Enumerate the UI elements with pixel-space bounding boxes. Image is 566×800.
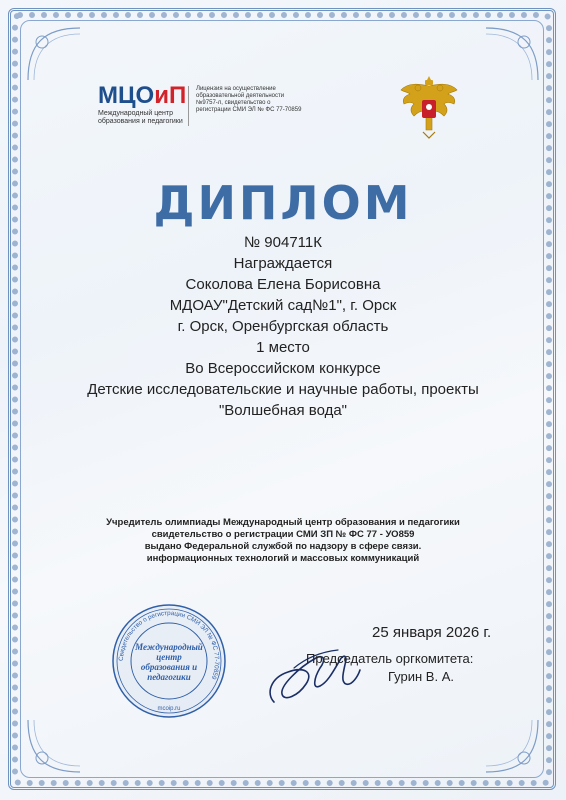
seal-center-line: Международный xyxy=(135,642,203,652)
diploma-title: ДИПЛОМ xyxy=(153,176,413,230)
contest-category: Детские исследовательские и научные работы, проекты xyxy=(87,381,479,398)
organization-seal xyxy=(110,602,228,720)
award-caption: Награждается xyxy=(233,255,333,272)
founder-note-line: выдано Федеральной службой по надзору в сфере связи. xyxy=(144,541,422,552)
recipient-name: Соколова Елена Борисовна xyxy=(185,276,381,293)
seal-ring-text: Свидетельство о регистрации СМИ ЭЛ № ФС 77-70859 xyxy=(117,609,221,681)
license-text: Лицензия на осуществление образовательной деятельности №9757-л, свидетельство о регистрации СМИ ЭЛ № ФС 77-70859 xyxy=(196,86,302,113)
logo-divider xyxy=(188,86,189,126)
logo-wordmark: МЦОиП xyxy=(98,82,187,109)
seal-center-line: педагогики xyxy=(147,672,191,682)
corner-ornament-icon xyxy=(24,716,84,776)
recipient-location: г. Орск, Оренбургская область xyxy=(177,318,389,335)
recipient-institution: МДОАУ"Детский сад№1", г. Орск xyxy=(169,297,397,314)
corner-ornament-icon xyxy=(482,716,542,776)
place-awarded: 1 место xyxy=(256,339,310,356)
founder-note-line: Учредитель олимпиады Международный центр образования и педагогики xyxy=(106,517,460,528)
work-title: "Волшебная вода" xyxy=(218,402,348,419)
founder-note-line: свидетельство о регистрации СМИ ЗП № ФС 77 - УО859 xyxy=(151,529,415,540)
issue-date: 25 января 2026 г. xyxy=(372,624,492,641)
seal-website: mcoip.ru xyxy=(157,706,181,712)
contest-name: Во Всероссийском конкурсе xyxy=(185,360,381,377)
founder-note xyxy=(60,517,506,565)
organization-logo xyxy=(98,84,198,126)
founder-note-line: информационных технологий и массовых коммуникаций xyxy=(146,553,420,564)
chair-label: Председатель оргкомитета: xyxy=(306,651,474,666)
coat-of-arms-icon xyxy=(398,74,460,140)
seal-center-line: образования и xyxy=(140,662,198,672)
chair-name: Гурин В. А. xyxy=(388,669,454,684)
award-details xyxy=(40,232,526,421)
corner-ornament-icon xyxy=(482,24,542,84)
corner-ornament-icon xyxy=(24,24,84,84)
logo-subtitle: Международный центр образования и педагогики xyxy=(98,110,183,125)
seal-center-line: центр xyxy=(156,652,182,662)
signature-icon xyxy=(254,628,364,718)
diploma-number: № 904711К xyxy=(244,234,322,251)
